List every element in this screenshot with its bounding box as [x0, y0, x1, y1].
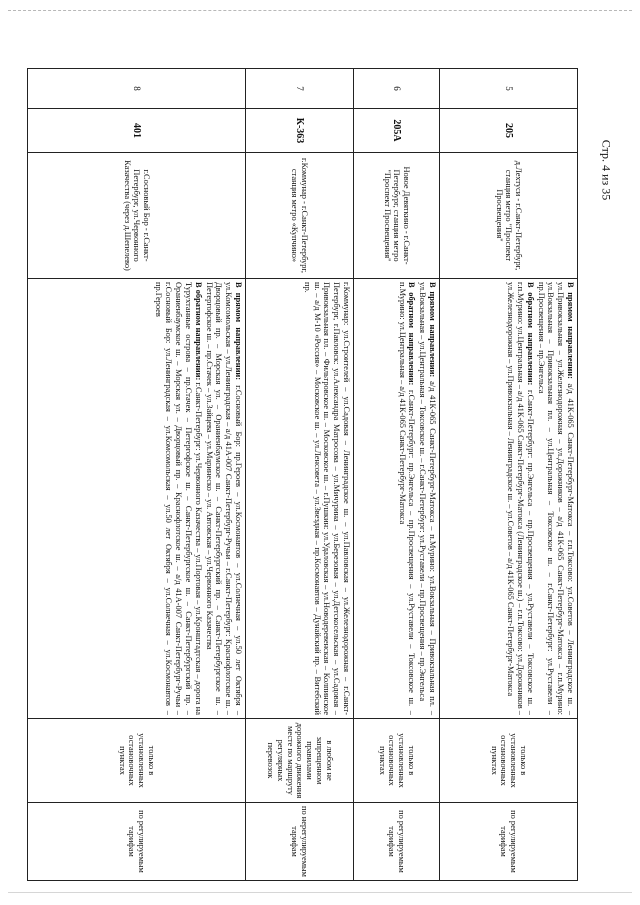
table-row	[440, 69, 578, 881]
route-path	[246, 279, 354, 719]
stop-rule: только в установленных остановочных пунктах	[354, 719, 440, 803]
backward-label: В обратном направлении:	[407, 282, 417, 386]
row-index: 5	[440, 69, 578, 109]
forward-label: В прямом направлении:	[566, 282, 575, 379]
page-number	[598, 80, 614, 260]
page-number-text: Стр. 4 из 35	[599, 139, 614, 201]
forward-label: В прямом направлении:	[234, 282, 243, 381]
route-path	[354, 279, 440, 719]
bottom-divider	[8, 892, 632, 893]
route-number: 205А	[354, 109, 440, 153]
route-path	[440, 279, 578, 719]
row-index: 7	[246, 69, 354, 109]
route-number: К-363	[246, 109, 354, 153]
routes-table	[27, 68, 578, 881]
forward-path: а/д 41К-065 Санкт-Петербург-Матокса – г.п.Токсово: ул.Советов – Ленинградское ш. – ул.Привокзальная – ул.Железнодорожная – ул.Дорожников – а/д 41К-065 Санкт-Петербург-Матокса – г.п.Мурино: ул.Вокзальная – Привокзальная пл. – ул.Центральная – Токсовское ш. – г.Санкт-Петербург: ул.Руставели – пр.Просвещения – пр.Энгельса	[536, 282, 575, 716]
backward-label: В обратном направлении:	[193, 282, 203, 381]
stop-rule: только в установленных остановочных пунктах	[28, 719, 246, 803]
row-index: 6	[354, 69, 440, 109]
tariff-type: по регулируемым тарифам	[354, 803, 440, 881]
backward-label: В обратном направлении:	[525, 282, 535, 386]
route-name: Новое Девяткино - г.Санкт-Петербург, станция метро "Проспект Просвещения"	[354, 153, 440, 279]
route-number: 205	[440, 109, 578, 153]
route-name: д.Лехтуси - г.Санкт-Петербург, станция метро "Проспект Просвещения"	[440, 153, 578, 279]
forward-path: г.Сосновый Бор: пр.Героев – ул.Космонавтов – ул.Солнечная – ул.50 лет Октября – ул.Комсомольская – ул.Ленинградская – а/д 41А-007 Санкт-Петербург-Ручьи – г.Санкт-Петербург: Краснофлотское ш. – Дворцовый пр. – Морская ул. – Ораниенбаумское ш. – Санкт-Петербургский пр. – Санкт-Петербургское ш. – Петергофское ш. – пр.Стачек – ул.Зайцева – ул.Маринеско – ул. Автовская – ул.Червонного Казачества	[204, 282, 243, 716]
forward-path: а/д 41К-065 Санкт-Петербург-Матокса – п.Мурино: ул.Вокзальная – Привокзальная пл. – ул.Вокзальная – ул.Центральная – Токсовское ш. – г.Санкт-Петербург: ул.Руставели – пр.Просвещения – пр.Энгельса	[418, 282, 437, 716]
tariff-type: по регулируемым тарифам	[28, 803, 246, 881]
tariff-type: по нерегулируемым тарифам	[246, 803, 354, 881]
stop-rule: в любом не запрещенном правилами дорожного движения месте по маршруту регулярных перевозок	[246, 719, 354, 803]
forward-label: В прямом направлении:	[428, 282, 437, 378]
table-row	[246, 69, 354, 881]
route-path	[28, 279, 246, 719]
stop-rule: только в установленных остановочных пунктах	[440, 719, 578, 803]
table-row	[354, 69, 440, 881]
backward-path: г.Санкт-Петербург: пр.Энгельса – пр.Просвещения – ул.Руставели – Токсовское ш. – п.Мурино: ул.Центральная – а/д 41К-065 Санкт-Петербург-Матокса	[397, 282, 417, 715]
row-index: 8	[28, 69, 246, 109]
routes-table-area	[28, 68, 578, 880]
top-divider	[8, 10, 632, 11]
backward-path: г.Санкт-Петербург: ул.Червонного Казачества – ул.Портовая – ул.Кронштадтская – дорога на Турухтанные острова – пр.Стачек – Петергофское ш. – Санкт-Петербургское ш. – Санкт-Петербургский пр. – Ораниенбаумское ш. – Морская ул. – Дворцовый пр. – Краснофлотское ш. – а/д 41А-007 Санкт-Петербург-Ручьи – г.Сосновый Бор: ул.Ленинградская – ул.Комсомольская – ул.50 лет Октября – ул.Солнечная – ул.Космонавтов – пр.Героев	[154, 282, 203, 715]
route-name: г.Коммунар - г.Санкт-Петербург, станция метро «Купчино»	[246, 153, 354, 279]
tariff-type: по регулируемым тарифам	[440, 803, 578, 881]
route-name: г.Сосновый Бор - г.Санкт-Петербург, ул.Червонного Казачества (через д.Шепелево)	[28, 153, 246, 279]
route-number: 401	[28, 109, 246, 153]
backward-path: г.Санкт-Петербург: пр.Энгельса – пр.Просвещения – ул.Руставели – Токсовское ш. – г.п.Мурино: ул.Центральная – а/д 41К-065 Санкт-Петербург-Матокса (Ленинградское ш.) – г.п.Токсово: ул.Дорожников – ул.Железнодорожная – ул.Привокзальная – Ленинградское ш. – ул.Советов – а/д 41К-065 Санкт-Петербург-Матокса	[506, 282, 535, 715]
forward-path: г.Коммунар: ул.Строителей – ул.Садовая – Ленинградское ш. – ул.Павловская – ул.Железнодорожная – г.Санкт-Петербург, г.Павловск: ул.Александра Матросова – ул.Мичурина – ул.Березовая – ул.Детскосельская – ул.Садовая – Привокзальная пл. – Фильтровское ш. – Московское ш. – г.Пушкин: ул.Удаловская – ул.Новодеревенская – Колпинское ш. – а/д М-10 «Россия» – Московское ш. – ул.Ленсовета – ул.Звездная – пр.Космонавтов – Дунайский пр. – Витебский пр.	[302, 282, 351, 715]
table-row	[28, 69, 246, 881]
